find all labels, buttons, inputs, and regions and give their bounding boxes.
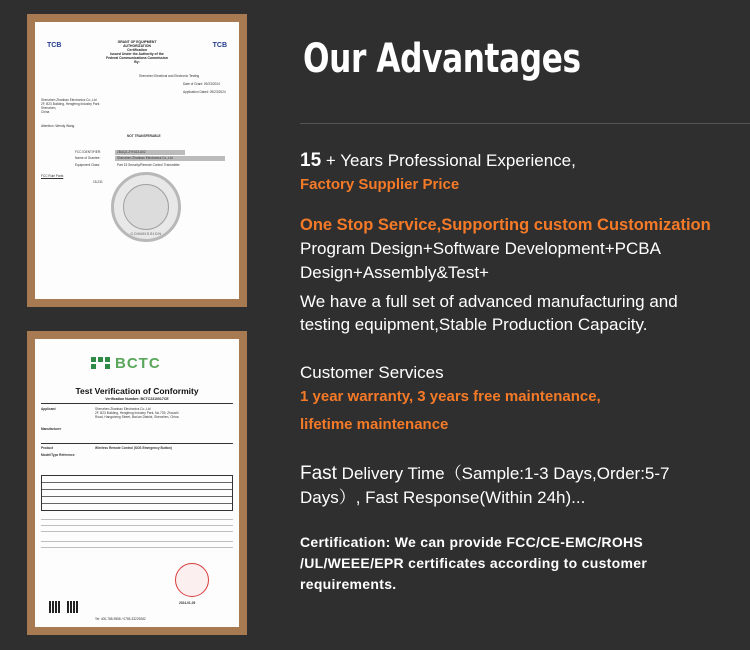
response-line: Days）, Fast Response(Within 24h)... — [300, 488, 586, 507]
grantee: Shenzhen Zhanbao Electronics Co.,Ltd — [117, 156, 173, 160]
tcb-tag-right: TCB — [212, 42, 227, 49]
standards-table — [41, 475, 233, 511]
rule-parts: FCC Rule Parts — [41, 174, 64, 178]
years-number: 15 — [300, 150, 322, 171]
fcc-id-label: FCC IDENTIFIER: — [75, 150, 102, 154]
page-title: Our Advantages — [303, 36, 581, 82]
warranty-line: 1 year warranty, 3 years free maintenance, — [300, 388, 601, 405]
applicant-label: Applicant — [41, 407, 56, 411]
lifetime-maintenance: lifetime maintenance — [300, 416, 449, 433]
bctc-stamp-icon — [175, 563, 209, 597]
delivery-text: Delivery Time（Sample:1-3 Days,Order:5-7 — [336, 464, 670, 483]
grant-title: GRANT OF EQUIPMENT AUTHORIZATION Certification Issued Under the Authority of the Federal Communications Commission By: — [106, 40, 168, 64]
experience-line — [300, 150, 576, 172]
product: Wireless Remote Control (SOS Emergency Button) — [95, 446, 172, 450]
body-text-line — [41, 531, 233, 532]
delivery-line — [300, 459, 670, 485]
qr-code-icon — [67, 601, 79, 613]
factory-price: Factory Supplier Price — [300, 176, 460, 193]
fcc-seal — [111, 172, 181, 242]
issuer: Shenzhen Electrical and Electronic Testing — [139, 74, 200, 78]
bctc-logo-icon — [91, 357, 111, 373]
fcc-id: 2BAQ2-ZYNG3-A02 — [117, 150, 146, 154]
not-transferable: NOT TRANSFERABLE — [127, 134, 161, 138]
divider — [41, 403, 233, 404]
product-label: Product — [41, 446, 54, 450]
body-text-line — [41, 525, 233, 526]
experience-text: + Years Professional Experience, — [321, 151, 576, 170]
customer-services: Customer Services — [300, 363, 444, 382]
body-text-line — [41, 547, 233, 548]
design-assembly: Design+Assembly&Test+ — [300, 263, 489, 282]
equipment-line-1: We have a full set of advanced manufacturing and — [300, 292, 678, 311]
body-text-line — [41, 519, 233, 520]
applicant-block: Shenzhen Zhanbao Electronics Co.,Ltd 2F, B23 Building, Hengfeng Industry Park Shenzhen, China — [41, 98, 100, 114]
fcc-certificate — [35, 22, 239, 299]
model-label: Model/Type Reference — [41, 453, 75, 457]
divider — [41, 443, 233, 444]
certification-text — [300, 532, 730, 595]
title-divider — [300, 123, 750, 124]
grantee-label: Name of Grantee: — [75, 156, 101, 160]
seal-text: COMMISSION — [130, 231, 162, 236]
application-dated: Application Dated: 09/23/2024 — [183, 90, 226, 94]
manufacturer-label: Manufacturer — [41, 427, 62, 431]
program-design: Program Design+Software Development+PCBA — [300, 239, 661, 258]
rule-value: 15.231 — [93, 180, 103, 184]
bctc-logo-text: BCTC — [115, 355, 161, 372]
bctc-applicant: Shenzhen Zhanbao Electronics Co.,Ltd 2F, B23 Building, Hengfeng Industry Park, No.739, Zhoushi Road, Hangcheng Street, Bao'an District, Shenzhen, China — [95, 407, 179, 419]
qr-code-icon — [49, 601, 61, 613]
equipment-label: Equipment Class: — [75, 163, 100, 167]
seal-emblem-icon — [123, 184, 169, 230]
certification-line: Certification: We can provide FCC/CE-EMC/ROHS — [300, 534, 644, 550]
body-text-line — [41, 541, 233, 542]
fast-word: Fast — [300, 463, 337, 484]
bctc-certificate — [35, 339, 239, 627]
equipment-line-2: testing equipment,Stable Production Capacity. — [300, 315, 648, 334]
certification-line: requirements. — [300, 576, 397, 592]
date-of-grant: Date of Grant: 09/23/2024 — [183, 82, 220, 86]
tcb-tag-left: TCB — [47, 42, 62, 49]
verification-number: Verification Number: BCTC2310017CE — [105, 397, 169, 401]
verification-heading: Test Verification of Conformity — [75, 386, 199, 396]
stamp-date: 2024-01-09 — [179, 601, 196, 605]
certification-line: /UL/WEEE/EPR certificates according to customer — [300, 555, 648, 571]
certificate-frame-fcc — [27, 14, 247, 307]
certificate-frame-bctc — [27, 331, 247, 635]
equipment: Part 15 Security/Remote Control Transmitter — [117, 163, 180, 167]
bctc-footer: Tel: 400-788-9558 / 0755-33229282 — [95, 617, 146, 621]
attention: Attention: Wendy Wang — [41, 124, 75, 128]
one-stop-service: One Stop Service,Supporting custom Customization — [300, 216, 711, 234]
